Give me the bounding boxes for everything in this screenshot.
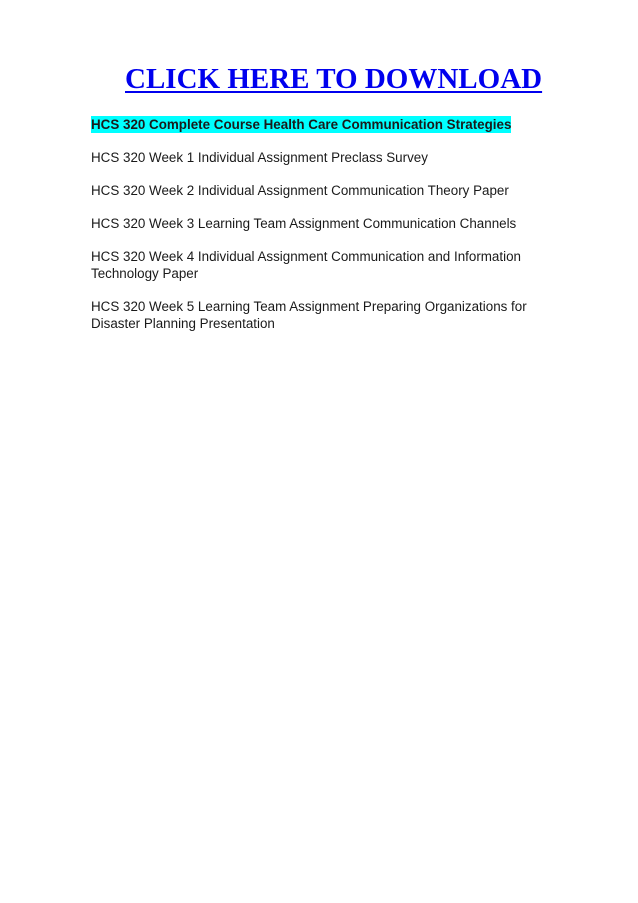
assignment-week-1: HCS 320 Week 1 Individual Assignment Preclass Survey [91,150,428,165]
assignment-week-3: HCS 320 Week 3 Learning Team Assignment Communication Channels [91,216,517,231]
assignment-week-2: HCS 320 Week 2 Individual Assignment Communication Theory Paper [91,183,509,198]
assignment-week-4: HCS 320 Week 4 Individual Assignment Communication and Information Technology Paper [91,249,521,281]
assignment-week-5: HCS 320 Week 5 Learning Team Assignment Preparing Organizations for Disaster Planning Presentation [91,299,527,331]
course-title-highlight: HCS 320 Complete Course Health Care Communication Strategies [91,117,512,132]
course-content [91,116,571,348]
course-title [91,116,571,133]
download-link[interactable]: CLICK HERE TO DOWNLOAD [125,63,543,95]
